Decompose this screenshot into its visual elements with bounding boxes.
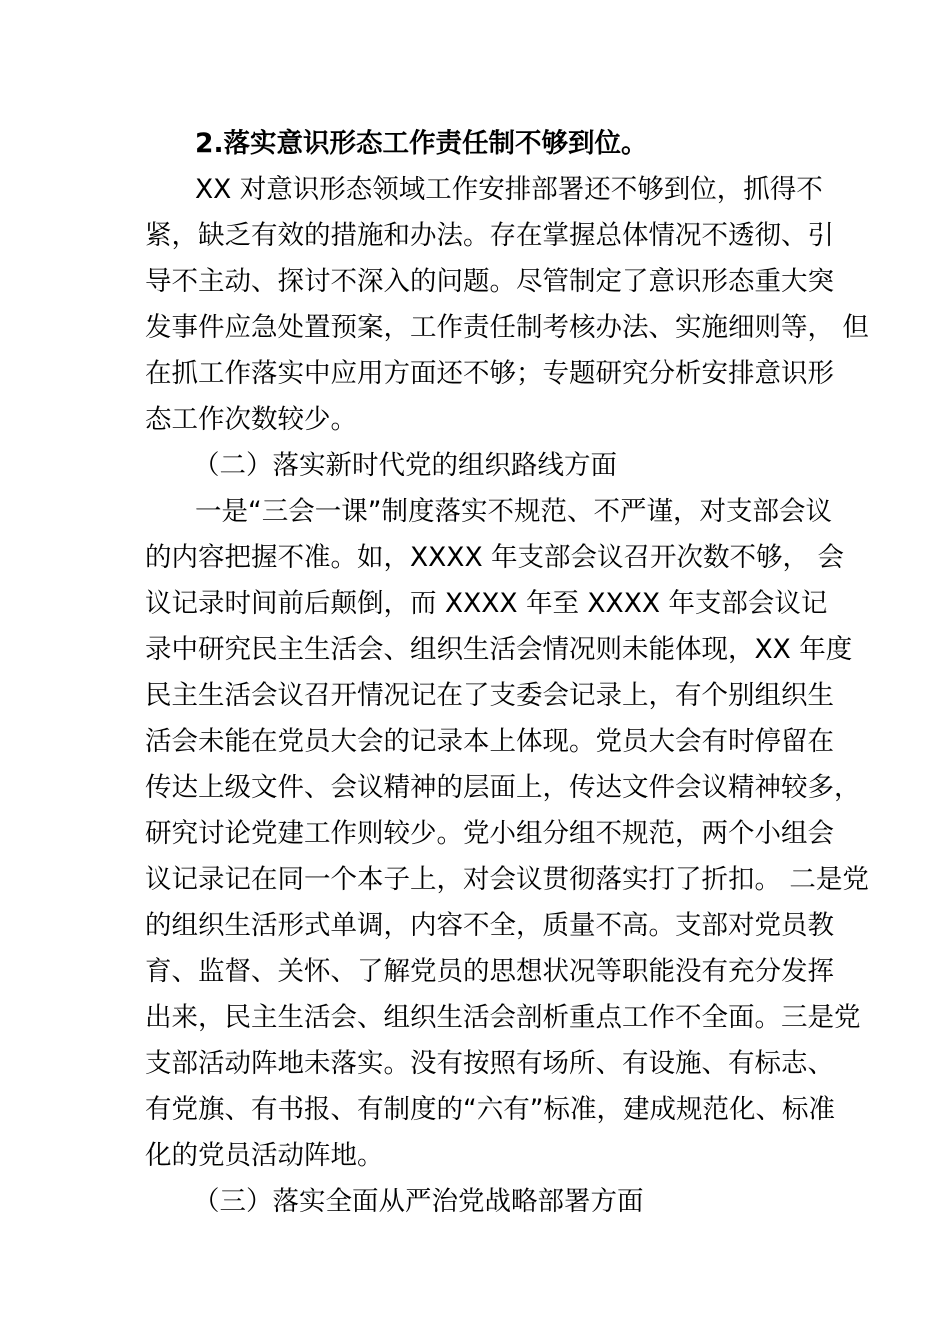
paragraph-line: 有党旗、有书报、有制度的“六有”标准，建成规范化、标准 [145,1094,835,1125]
paragraph-line: 支部活动阵地未落实。没有按照有场所、有设施、有标志、 [145,1048,834,1079]
paragraph-line: 研究讨论党建工作则较少。党小组分组不规范，两个小组会 [145,818,834,849]
paragraph-line: 紧，缺乏有效的措施和办法。存在掌握总体情况不透彻、引 [145,220,834,251]
section-heading-2: （二）落实新时代党的组织路线方面 [193,450,617,481]
paragraph-line: 态工作次数较少。 [145,404,357,435]
paragraph-line: 录中研究民主生活会、组织生活会情况则未能体现，XX 年度 [145,634,853,665]
section-heading-3: （三）落实全面从严治党战略部署方面 [193,1186,644,1217]
paragraph-line: 议记录时间前后颠倒，而 XXXX 年至 XXXX 年支部会议记 [145,588,828,619]
paragraph-line: 的组织生活形式单调，内容不全，质量不高。支部对党员教 [145,910,834,941]
paragraph-line: 活会未能在党员大会的记录本上体现。党员大会有时停留在 [145,726,834,757]
paragraph-line: 的内容把握不准。如，XXXX 年支部会议召开次数不够， 会 [145,542,844,573]
paragraph-line: 出来，民主生活会、组织生活会剖析重点工作不全面。三是党 [145,1002,861,1033]
paragraph-line: 议记录记在同一个本子上，对会议贯彻落实打了折扣。 二是党 [145,864,869,895]
paragraph-line: 一是“三会一课”制度落实不规范、不严谨，对支部会议 [195,496,832,527]
paragraph-line: 传达上级文件、会议精神的层面上，传达文件会议精神较多， [145,772,861,803]
paragraph-line: 育、监督、关怀、了解党员的思想状况等职能没有充分发挥 [145,956,834,987]
paragraph-line: 化的党员活动阵地。 [145,1140,384,1171]
paragraph-line: 导不主动、探讨不深入的问题。尽管制定了意识形态重大突 [145,266,834,297]
heading-2: 2.落实意识形态工作责任制不够到位。 [195,128,648,159]
paragraph-line: 在抓工作落实中应用方面还不够；专题研究分析安排意识形 [145,358,834,389]
paragraph-line: XX 对意识形态领域工作安排部署还不够到位，抓得不 [195,174,823,205]
paragraph-line: 民主生活会议召开情况记在了支委会记录上，有个别组织生 [145,680,834,711]
paragraph-line: 发事件应急处置预案，工作责任制考核办法、实施细则等， 但 [145,312,869,343]
